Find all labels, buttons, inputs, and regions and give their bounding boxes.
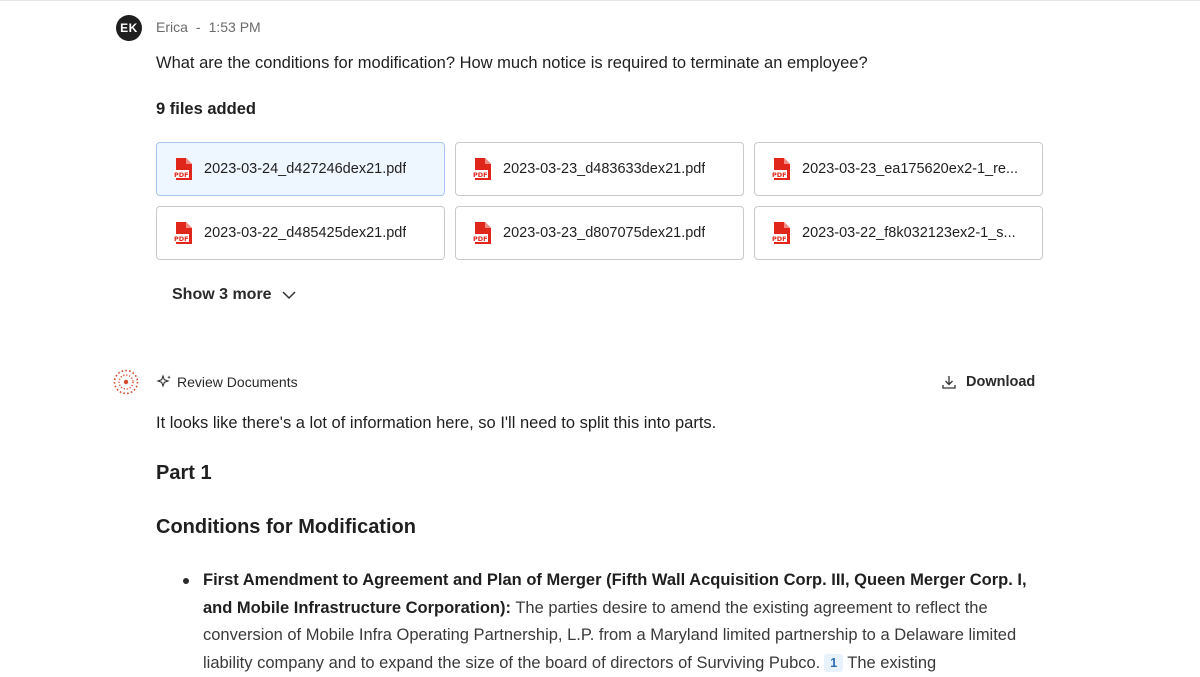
file-card[interactable] <box>455 142 744 196</box>
file-card[interactable] <box>754 142 1043 196</box>
download-button[interactable] <box>941 374 1035 390</box>
ai-logo-icon <box>113 369 139 395</box>
pdf-icon <box>771 157 793 181</box>
show-more-button[interactable] <box>172 286 296 304</box>
download-label: Download <box>966 374 1036 390</box>
svg-text:PDF: PDF <box>473 171 488 179</box>
sparkle-icon <box>156 374 172 390</box>
download-icon <box>941 374 957 390</box>
pdf-icon <box>173 221 195 245</box>
avatar: EK <box>116 15 142 41</box>
user-question: What are the conditions for modification? How much notice is required to terminate an employee? <box>156 54 868 72</box>
section-heading: Conditions for Modification <box>156 516 416 538</box>
file-card[interactable] <box>156 206 445 260</box>
svg-text:PDF: PDF <box>772 171 787 179</box>
chevron-down-icon <box>282 290 296 300</box>
file-card[interactable] <box>754 206 1043 260</box>
bullet-text: The parties desire to amend the existing agreement to reflect the conversion of Mobile Infra Operating Partnership, L.P. from a Maryland limited partnership to a Delaware limited liability company and to expand the size of the board of directors of Surviving Pubco. <box>203 598 1017 672</box>
svg-text:PDF: PDF <box>772 235 787 243</box>
response-intro: It looks like there's a lot of information here, so I'll need to split this into parts. <box>156 414 717 432</box>
conditions-list <box>156 567 1056 677</box>
pdf-icon <box>771 221 793 245</box>
message-meta <box>156 19 261 35</box>
svg-text:PDF: PDF <box>473 235 488 243</box>
file-name: 2023-03-23_ea175620ex2-1_re... <box>802 161 1019 177</box>
tool-label: Review Documents <box>177 374 298 390</box>
attached-files <box>156 142 1045 260</box>
svg-text:PDF: PDF <box>174 235 189 243</box>
file-name: 2023-03-23_d483633dex21.pdf <box>503 161 706 177</box>
pdf-icon <box>472 157 494 181</box>
author-name: Erica <box>156 19 188 35</box>
file-name: 2023-03-22_f8k032123ex2-1_s... <box>802 225 1016 241</box>
pdf-icon <box>472 221 494 245</box>
review-documents-tag <box>156 374 298 390</box>
top-divider <box>0 0 1200 1</box>
file-name: 2023-03-22_d485425dex21.pdf <box>204 225 407 241</box>
svg-text:PDF: PDF <box>174 171 189 179</box>
show-more-label: Show 3 more <box>172 286 272 303</box>
bullet-title: First Amendment to Agreement and Plan of Merger (Fifth Wall Acquisition Corp. III, Queen Merger Corp. I, and Mobile Infrastructure Corporation): <box>203 571 1027 617</box>
file-name: 2023-03-23_d807075dex21.pdf <box>503 225 706 241</box>
files-added-label: 9 files added <box>156 100 256 118</box>
citation-badge[interactable]: 1 <box>824 654 843 672</box>
bullet-tail: The existing <box>847 653 937 672</box>
pdf-icon <box>173 157 195 181</box>
message-time: 1:53 PM <box>208 19 261 35</box>
list-item <box>156 567 1056 677</box>
file-card[interactable] <box>156 142 445 196</box>
meta-separator: - <box>195 19 201 35</box>
file-card[interactable] <box>455 206 744 260</box>
part-heading: Part 1 <box>156 462 212 484</box>
file-name: 2023-03-24_d427246dex21.pdf <box>204 161 407 177</box>
